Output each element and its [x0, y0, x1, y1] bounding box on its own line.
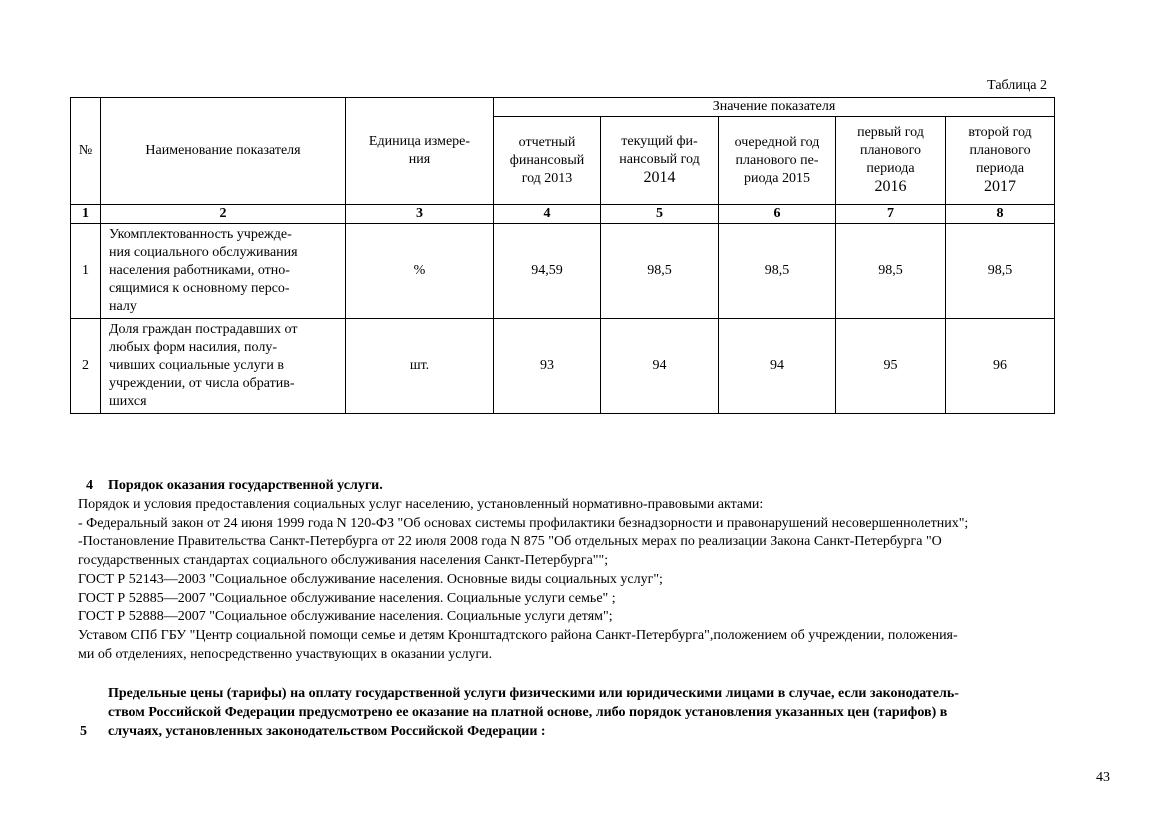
- column-number: 5: [601, 205, 719, 224]
- value-cell: 93: [494, 319, 601, 414]
- paragraph-line: ми об отделениях, непосредственно участвующих в оказании услуги.: [78, 646, 493, 662]
- value-cell: 98,5: [719, 224, 836, 319]
- paragraph-line: случаях, установленных законодательством Российской Федерации :: [108, 724, 546, 739]
- indicators-table: [70, 97, 1055, 414]
- value-cell: 98,5: [836, 224, 946, 319]
- paragraph-line: Порядок и условия предоставления социальных услуг населению, установленный нормативно-правовыми актами:: [78, 497, 764, 512]
- paragraph-line: Предельные цены (тарифы) на оплату государственной услуги физическими или юридическими лицами в случае, если законодатель-: [108, 686, 959, 701]
- column-number: 3: [346, 205, 494, 224]
- section-title: Порядок оказания государственной услуги.: [108, 478, 383, 493]
- table-row: [71, 319, 1055, 414]
- paragraph-line: ством Российской Федерации предусмотрено ее оказание на платной основе, либо порядок установления указанных цен (тарифов) в: [108, 705, 948, 720]
- header-value-group: Значение показателя: [494, 98, 1055, 117]
- column-number-row: [71, 205, 1055, 224]
- value-cell: 98,5: [946, 224, 1055, 319]
- section-5-text: [108, 684, 1140, 741]
- paragraph-line: -Постановление Правительства Санкт-Петербурга от 22 июля 2008 года N 875 "Об отдельных мерах по реализации Закона Санкт-Петербурга "О: [78, 534, 942, 550]
- section-number: 5: [80, 724, 87, 739]
- header-reporting-year: отчетный финансовый год 2013: [494, 117, 601, 205]
- header-next-year: очередной год планового пе- риода 2015: [719, 117, 836, 205]
- column-number: 4: [494, 205, 601, 224]
- column-number: 1: [71, 205, 101, 224]
- value-cell: 95: [836, 319, 946, 414]
- header-number: №: [71, 98, 101, 205]
- paragraph-line: ГОСТ Р 52143—2003 "Социальное обслуживание населения. Основные виды социальных услуг";: [78, 571, 663, 587]
- page-number: 43: [1096, 770, 1110, 785]
- paragraph-line: Уставом СПб ГБУ "Центр социальной помощи семье и детям Кронштадтского района Санкт-Петербурга",положением об учреждении, положения-: [78, 627, 958, 643]
- unit-cell: %: [346, 224, 494, 319]
- table-row: [71, 224, 1055, 319]
- value-cell: 94,59: [494, 224, 601, 319]
- paragraph-line: ГОСТ Р 52888—2007 "Социальное обслуживание населения. Социальные услуги детям";: [78, 609, 613, 625]
- header-first-plan-year: первый год планового периода 2016: [836, 117, 946, 205]
- section-4-body: [78, 496, 1158, 664]
- column-number: 7: [836, 205, 946, 224]
- value-cell: 94: [601, 319, 719, 414]
- paragraph-line: - Федеральный закон от 24 июня 1999 года N 120-ФЗ "Об основах системы профилактики безнадзорности и правонарушений несовершеннолетних";: [78, 515, 969, 531]
- header-unit: Единица измере- ния: [346, 98, 494, 205]
- row-number: 2: [71, 319, 101, 414]
- indicator-name: Укомплектованность учрежде- ния социального обслуживания населения работниками, отно- сящимися к основному персо- налу: [101, 224, 346, 319]
- indicator-name: Доля граждан пострадавших от любых форм насилия, полу- чивших социальные услуги в учреждении, от числа обратив- шихся: [101, 319, 346, 414]
- row-number: 1: [71, 224, 101, 319]
- value-cell: 94: [719, 319, 836, 414]
- header-second-plan-year: второй год планового периода 2017: [946, 117, 1055, 205]
- column-number: 8: [946, 205, 1055, 224]
- value-cell: 96: [946, 319, 1055, 414]
- section-4-heading: [86, 478, 383, 494]
- header-indicator-name: Наименование показателя: [101, 98, 346, 205]
- value-cell: 98,5: [601, 224, 719, 319]
- header-current-year: текущий фи- нансовый год 2014: [601, 117, 719, 205]
- paragraph-line: ГОСТ Р 52885—2007 "Социальное обслуживание населения. Социальные услуги семье" ;: [78, 590, 616, 606]
- column-number: 2: [101, 205, 346, 224]
- table-caption: Таблица 2: [987, 78, 1047, 93]
- unit-cell: шт.: [346, 319, 494, 414]
- paragraph-line: государственных стандартах социального обслуживания населения Санкт-Петербурга"";: [78, 553, 609, 569]
- column-number: 6: [719, 205, 836, 224]
- section-number: 4: [86, 478, 93, 493]
